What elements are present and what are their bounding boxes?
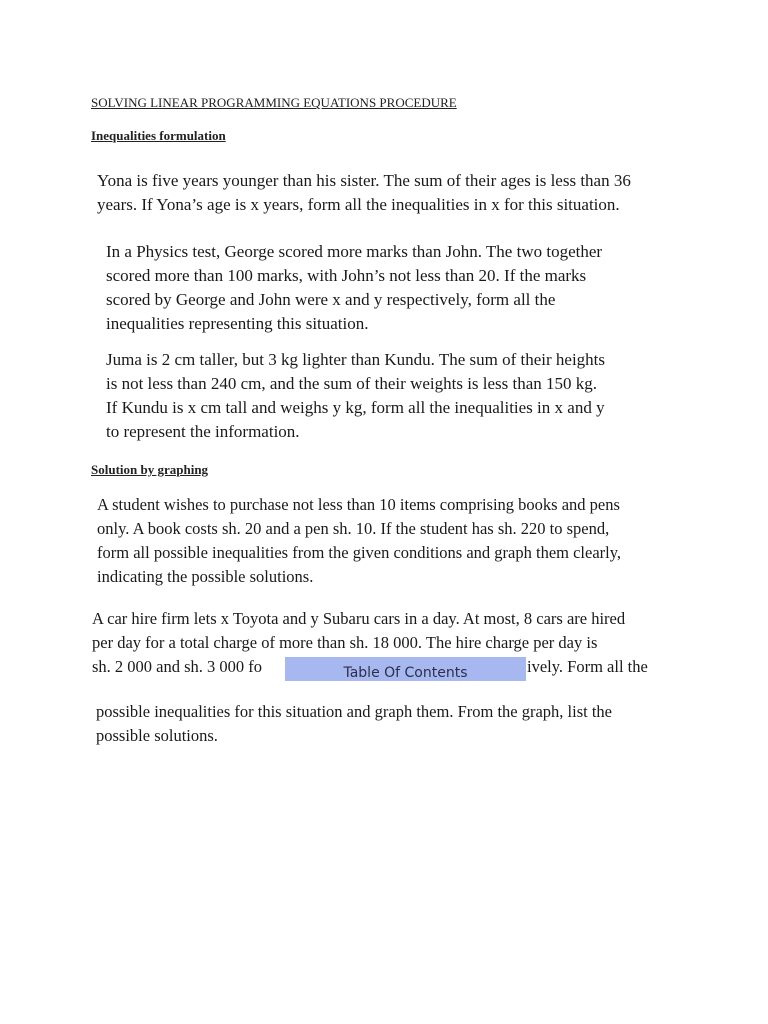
problem-line: indicating the possible solutions. bbox=[97, 567, 314, 586]
problem-line: A student wishes to purchase not less than 10 items comprising books and pens bbox=[97, 495, 620, 514]
problem-yona bbox=[97, 169, 631, 217]
problem-line: sh. 2 000 and sh. 3 000 fo bbox=[92, 657, 263, 676]
problem-line: years. If Yona’s age is x years, form all the inequalities in x for this situation. bbox=[97, 195, 620, 214]
problem-line: scored more than 100 marks, with John’s not less than 20. If the marks bbox=[106, 266, 587, 285]
table-of-contents-button[interactable] bbox=[285, 657, 526, 681]
problem-line: only. A book costs sh. 20 and a pen sh. 10. If the student has sh. 220 to spend, bbox=[97, 519, 610, 538]
table-of-contents-label: Table Of Contents bbox=[343, 665, 468, 681]
problem-car-hire-continued bbox=[96, 700, 612, 748]
section-heading-graphing: Solution by graphing bbox=[91, 462, 209, 477]
problem-car-hire-fragment bbox=[527, 655, 648, 679]
problem-line: form all possible inequalities from the given conditions and graph them clearly, bbox=[97, 543, 622, 562]
problem-line: per day for a total charge of more than sh. 18 000. The hire charge per day is bbox=[92, 633, 598, 652]
problem-line: inequalities representing this situation. bbox=[106, 314, 369, 333]
problem-line: possible solutions. bbox=[96, 726, 218, 745]
problem-line: to represent the information. bbox=[106, 422, 300, 441]
problem-line: Juma is 2 cm taller, but 3 kg lighter than Kundu. The sum of their heights bbox=[106, 350, 606, 369]
problem-juma bbox=[106, 348, 605, 444]
problem-line: possible inequalities for this situation and graph them. From the graph, list the bbox=[96, 702, 613, 721]
section-heading-inequalities: Inequalities formulation bbox=[91, 128, 226, 143]
problem-student-books-pens bbox=[97, 493, 621, 589]
problem-line: is not less than 240 cm, and the sum of their weights is less than 150 kg. bbox=[106, 374, 598, 393]
problem-line: Yona is five years younger than his sister. The sum of their ages is less than 36 bbox=[97, 171, 631, 190]
problem-line: In a Physics test, George scored more marks than John. The two together bbox=[106, 242, 603, 261]
problem-physics-test bbox=[106, 240, 602, 336]
problem-line: ively. Form all the bbox=[527, 657, 648, 676]
document-title: SOLVING LINEAR PROGRAMMING EQUATIONS PROCEDURE bbox=[91, 95, 457, 110]
problem-line: If Kundu is x cm tall and weighs y kg, form all the inequalities in x and y bbox=[106, 398, 605, 417]
problem-line: A car hire firm lets x Toyota and y Subaru cars in a day. At most, 8 cars are hired bbox=[92, 609, 626, 628]
problem-line: scored by George and John were x and y respectively, form all the bbox=[106, 290, 556, 309]
